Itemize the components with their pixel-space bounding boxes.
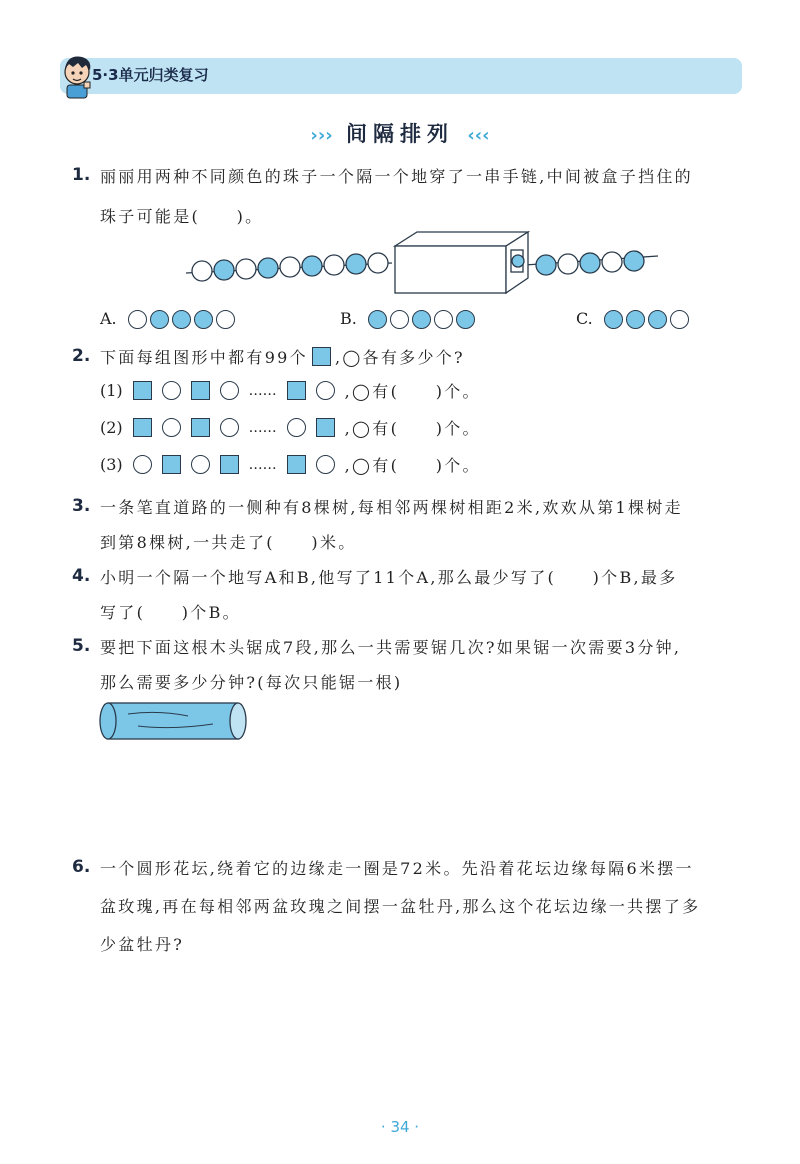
bead bbox=[368, 310, 387, 329]
q6-line1: 一个圆形花坛,绕着它的边缘走一圈是72米。先沿着花坛边缘每隔6米摆一 bbox=[100, 859, 694, 878]
bead bbox=[456, 310, 475, 329]
q1-option-c[interactable] bbox=[576, 309, 593, 331]
q1-option-a[interactable] bbox=[100, 309, 117, 331]
bead bbox=[258, 258, 278, 278]
square-icon bbox=[191, 418, 210, 437]
ellipsis: …… bbox=[248, 419, 277, 436]
row-answer: ,◯有( )个。 bbox=[344, 419, 481, 438]
q2-row-1 bbox=[100, 379, 481, 402]
ellipsis: …… bbox=[248, 456, 277, 473]
q5-line2: 那么需要多少分钟?(每次只能锯一根) bbox=[100, 673, 403, 692]
q5-number: 5. bbox=[72, 636, 91, 656]
bead bbox=[214, 260, 234, 280]
square-icon bbox=[191, 381, 210, 400]
bead bbox=[390, 310, 409, 329]
square-icon bbox=[287, 381, 306, 400]
section-title-text: 间隔排列 bbox=[346, 122, 454, 146]
ellipsis: …… bbox=[248, 382, 277, 399]
q3-line2: 到第8棵树,一共走了( )米。 bbox=[100, 533, 357, 552]
bracelet-figure bbox=[180, 228, 660, 298]
bead bbox=[434, 310, 453, 329]
bead bbox=[324, 255, 344, 275]
option-a-label: A. bbox=[100, 309, 117, 328]
q2-row-2 bbox=[100, 416, 481, 439]
circle-icon bbox=[133, 455, 152, 474]
right-chevrons-icon: ‹‹‹ bbox=[467, 125, 490, 146]
q4-line2: 写了( )个B。 bbox=[100, 603, 241, 622]
bead bbox=[412, 310, 431, 329]
bead bbox=[216, 310, 235, 329]
circle-icon bbox=[191, 455, 210, 474]
bead bbox=[626, 310, 645, 329]
section-title bbox=[0, 118, 800, 148]
mascot-icon bbox=[60, 52, 96, 100]
circle-icon bbox=[220, 418, 239, 437]
option-b-label: B. bbox=[340, 309, 357, 328]
q6-number: 6. bbox=[72, 857, 91, 877]
bead bbox=[128, 310, 147, 329]
q6-line3: 少盆牡丹? bbox=[100, 935, 185, 954]
log-icon bbox=[98, 700, 250, 744]
bead bbox=[602, 252, 622, 272]
box-icon bbox=[395, 232, 528, 293]
circle-icon bbox=[287, 418, 306, 437]
q5-line1: 要把下面这根木头锯成7段,那么一共需要锯几次?如果锯一次需要3分钟, bbox=[100, 638, 682, 657]
q2-prompt bbox=[100, 345, 465, 368]
left-chevrons-icon: ››› bbox=[310, 125, 333, 146]
q3-number: 3. bbox=[72, 496, 91, 516]
circle-icon bbox=[316, 455, 335, 474]
bead bbox=[194, 310, 213, 329]
bead bbox=[192, 261, 212, 281]
square-icon bbox=[220, 455, 239, 474]
q2-text-after: ,◯各有多少个? bbox=[334, 348, 465, 367]
square-icon bbox=[133, 418, 152, 437]
q1-number: 1. bbox=[72, 165, 91, 185]
q1-option-b[interactable] bbox=[340, 309, 357, 331]
square-icon bbox=[162, 455, 181, 474]
bead bbox=[346, 254, 366, 274]
q6-line2: 盆玫瑰,再在每相邻两盆玫瑰之间摆一盆牡丹,那么这个花坛边缘一共摆了多 bbox=[100, 897, 701, 916]
option-c-beads bbox=[604, 310, 704, 330]
row-answer: ,◯有( )个。 bbox=[344, 456, 481, 475]
circle-icon bbox=[162, 381, 181, 400]
row-answer: ,◯有( )个。 bbox=[344, 382, 481, 401]
bead bbox=[172, 310, 191, 329]
option-b-beads bbox=[368, 310, 488, 330]
bead bbox=[648, 310, 667, 329]
bead bbox=[558, 254, 578, 274]
square-icon bbox=[316, 418, 335, 437]
bead bbox=[280, 257, 300, 277]
row-label: (1) bbox=[100, 381, 123, 400]
bead bbox=[536, 255, 556, 275]
q4-number: 4. bbox=[72, 566, 91, 586]
bead bbox=[580, 253, 600, 273]
q2-number: 2. bbox=[72, 346, 91, 366]
circle-icon bbox=[162, 418, 181, 437]
bead bbox=[302, 256, 322, 276]
option-a-beads bbox=[128, 310, 248, 330]
row-label: (3) bbox=[100, 455, 123, 474]
q2-text-before: 下面每组图形中都有99个 bbox=[100, 348, 308, 367]
bead bbox=[604, 310, 623, 329]
q1-line1: 丽丽用两种不同颜色的珠子一个隔一个地穿了一串手链,中间被盒子挡住的 bbox=[100, 167, 693, 186]
circle-icon bbox=[220, 381, 239, 400]
bead bbox=[368, 253, 388, 273]
square-icon bbox=[287, 455, 306, 474]
q3-line1: 一条笔直道路的一侧种有8棵树,每相邻两棵树相距2米,欢欢从第1棵树走 bbox=[100, 498, 683, 517]
circle-icon bbox=[316, 381, 335, 400]
bead bbox=[670, 310, 689, 329]
q2-row-3 bbox=[100, 453, 481, 476]
row-label: (2) bbox=[100, 418, 123, 437]
page-number: · 34 · bbox=[380, 1118, 420, 1136]
bead bbox=[150, 310, 169, 329]
bead bbox=[236, 259, 256, 279]
option-c-label: C. bbox=[576, 309, 593, 328]
square-icon bbox=[133, 381, 152, 400]
q1-line2: 珠子可能是( )。 bbox=[100, 207, 264, 226]
bead bbox=[624, 251, 644, 271]
q4-line1: 小明一个隔一个地写A和B,他写了11个A,那么最少写了( )个B,最多 bbox=[100, 568, 678, 587]
header-title: 5·3单元归类复习 bbox=[92, 66, 209, 84]
square-icon bbox=[312, 347, 331, 366]
